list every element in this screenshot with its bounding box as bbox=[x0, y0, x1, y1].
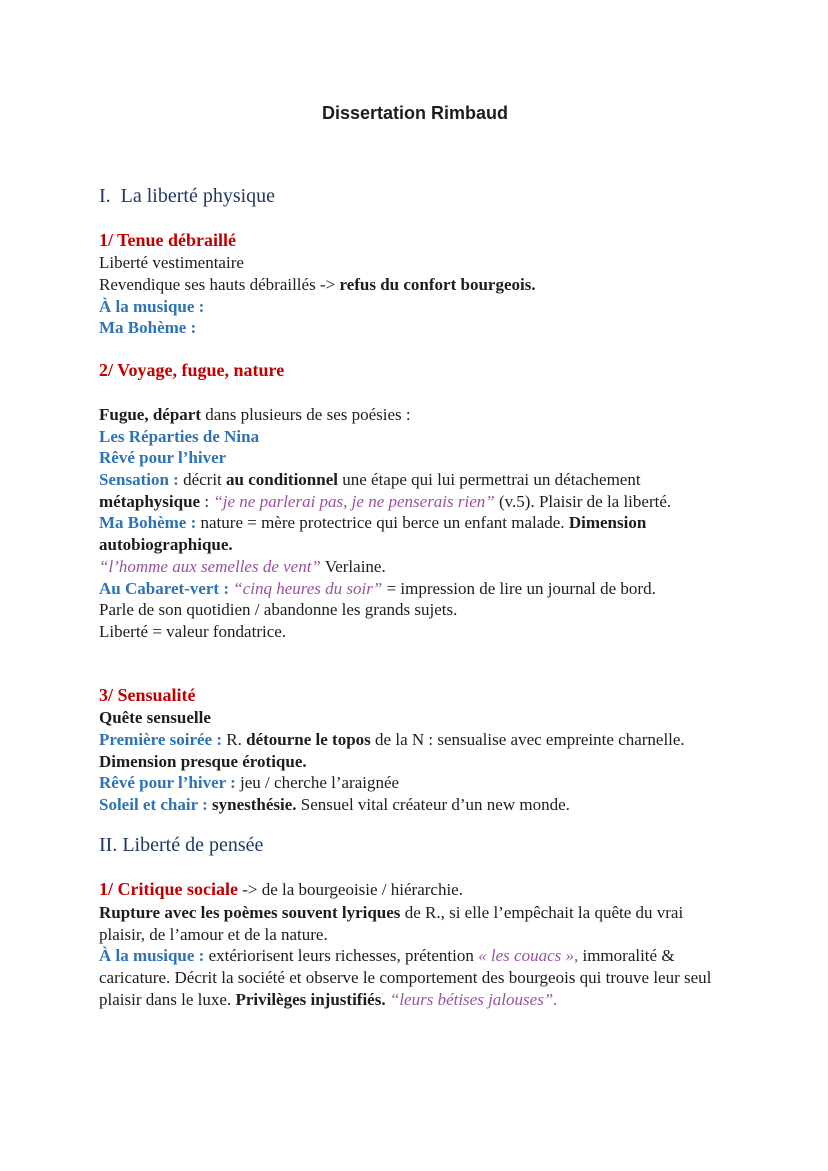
text-span: Rêvé pour l’hiver bbox=[99, 448, 227, 468]
paragraph bbox=[99, 252, 731, 274]
text-span: jeu / cherche l’araignée bbox=[235, 773, 400, 793]
text-span: Sensuel vital créateur d’un new monde. bbox=[296, 795, 570, 815]
paragraph bbox=[99, 447, 731, 469]
text-span: À la musique : bbox=[99, 296, 205, 316]
text-span: “je ne parlerai pas, je ne penserais rien” bbox=[213, 491, 495, 511]
blank-line bbox=[99, 643, 731, 665]
paragraph bbox=[99, 404, 731, 426]
blank-line bbox=[99, 382, 731, 404]
text-span: R. bbox=[222, 730, 247, 749]
text-span: “l’homme aux semelles de vent” bbox=[99, 556, 321, 576]
text-span: détourne le topos bbox=[246, 730, 371, 749]
paragraph bbox=[99, 794, 731, 816]
blank-line bbox=[99, 146, 731, 168]
paragraph bbox=[99, 556, 731, 578]
subsection-heading bbox=[99, 228, 731, 252]
text-span: immoralité & caricature. Décrit la société et observe le comportement des bourgeois qui trouve leur seul plaisir dans le luxe. bbox=[99, 946, 712, 1009]
text-span: II. Liberté de pensée bbox=[99, 833, 264, 856]
text-span: Parle de son quotidien / abandonne les grands sujets. bbox=[99, 600, 458, 620]
text-span: (v.5). Plaisir de la liberté. bbox=[494, 491, 672, 511]
text-span: refus du confort bourgeois. bbox=[339, 275, 536, 295]
text-span: Verlaine. bbox=[320, 556, 386, 576]
text-span: À la musique : bbox=[99, 946, 205, 966]
text-span: 2/ Voyage, fugue, nature bbox=[99, 360, 285, 381]
text-span: Dimension presque érotique. bbox=[99, 751, 307, 771]
paragraph bbox=[99, 512, 731, 555]
text-span: une étape qui lui permettrai un détachement bbox=[337, 469, 641, 489]
text-span: Dimension autobiographique. bbox=[99, 513, 647, 555]
text-span: Revendique ses hauts débraillés -> bbox=[99, 275, 340, 295]
text-span: : bbox=[200, 491, 214, 511]
text-span: Sensation : bbox=[99, 469, 179, 489]
subsection-heading bbox=[99, 683, 731, 707]
text-span: 1/ Tenue débraillé bbox=[99, 230, 237, 251]
text-span: Au Cabaret-vert : bbox=[99, 578, 229, 598]
paragraph bbox=[99, 772, 731, 794]
text-span: Soleil et chair : bbox=[99, 795, 208, 815]
text-span: Fugue, départ bbox=[99, 404, 201, 424]
text-span: Première soirée : bbox=[99, 730, 223, 749]
paragraph bbox=[99, 296, 731, 318]
text-span: Dissertation Rimbaud bbox=[321, 103, 509, 123]
text-span: Ma Bohème : bbox=[99, 318, 197, 338]
subsection-heading bbox=[99, 877, 731, 902]
text-span: extériorisent leurs richesses, prétention bbox=[204, 946, 479, 966]
text-span: synesthésie. bbox=[212, 795, 297, 815]
text-span: « les couacs », bbox=[478, 946, 579, 966]
paragraph bbox=[99, 945, 731, 1010]
section-heading bbox=[99, 832, 731, 858]
text-span: Rêvé pour l’hiver : bbox=[99, 773, 236, 793]
text-span: Privilèges injustifiés. bbox=[235, 989, 386, 1009]
section-heading bbox=[99, 183, 731, 209]
paragraph bbox=[99, 317, 731, 339]
text-span: Liberté = valeur fondatrice. bbox=[99, 621, 287, 641]
text-span: I. La liberté physique bbox=[99, 185, 276, 208]
document-content bbox=[99, 102, 731, 1010]
text-span: -> de la bourgeoisie / hiérarchie. bbox=[237, 879, 463, 899]
paragraph bbox=[99, 274, 731, 296]
text-span: au conditionnel bbox=[226, 469, 338, 489]
text-span: “leurs bétises jalouses”. bbox=[389, 989, 558, 1009]
blank-line bbox=[99, 124, 731, 146]
subsection-heading bbox=[99, 358, 731, 382]
paragraph bbox=[99, 621, 731, 643]
text-span: Liberté vestimentaire bbox=[99, 253, 244, 273]
text-span: 3/ Sensualité bbox=[99, 685, 196, 706]
paragraph bbox=[99, 599, 731, 621]
text-span: nature = mère protectrice qui berce un enfant malade. bbox=[196, 513, 569, 533]
text-span: = impression de lire un journal de bord. bbox=[382, 578, 656, 598]
text-span: Quête sensuelle bbox=[99, 708, 211, 728]
doc-title bbox=[99, 102, 731, 124]
text-span: décrit bbox=[178, 469, 227, 489]
paragraph bbox=[99, 902, 731, 945]
text-span: métaphysique bbox=[99, 491, 201, 511]
text-span: 1/ Critique sociale bbox=[99, 878, 238, 899]
paragraph bbox=[99, 426, 731, 448]
paragraph bbox=[99, 469, 731, 512]
text-span: dans plusieurs de ses poésies : bbox=[201, 404, 411, 424]
paragraph bbox=[99, 707, 731, 729]
paragraph bbox=[99, 729, 731, 772]
text-span: Rupture avec les poèmes souvent lyriques bbox=[99, 902, 401, 922]
text-span: “cinq heures du soir” bbox=[233, 578, 383, 598]
text-span: de la N : sensualise avec empreinte charnelle. bbox=[370, 730, 685, 749]
text-span: Les Réparties de Nina bbox=[99, 426, 260, 446]
text-span: Ma Bohème : bbox=[99, 513, 197, 533]
paragraph bbox=[99, 578, 731, 600]
text-span: de R., si elle l’empêchait la quête du vrai plaisir, de l’amour et de la nature. bbox=[99, 902, 684, 944]
